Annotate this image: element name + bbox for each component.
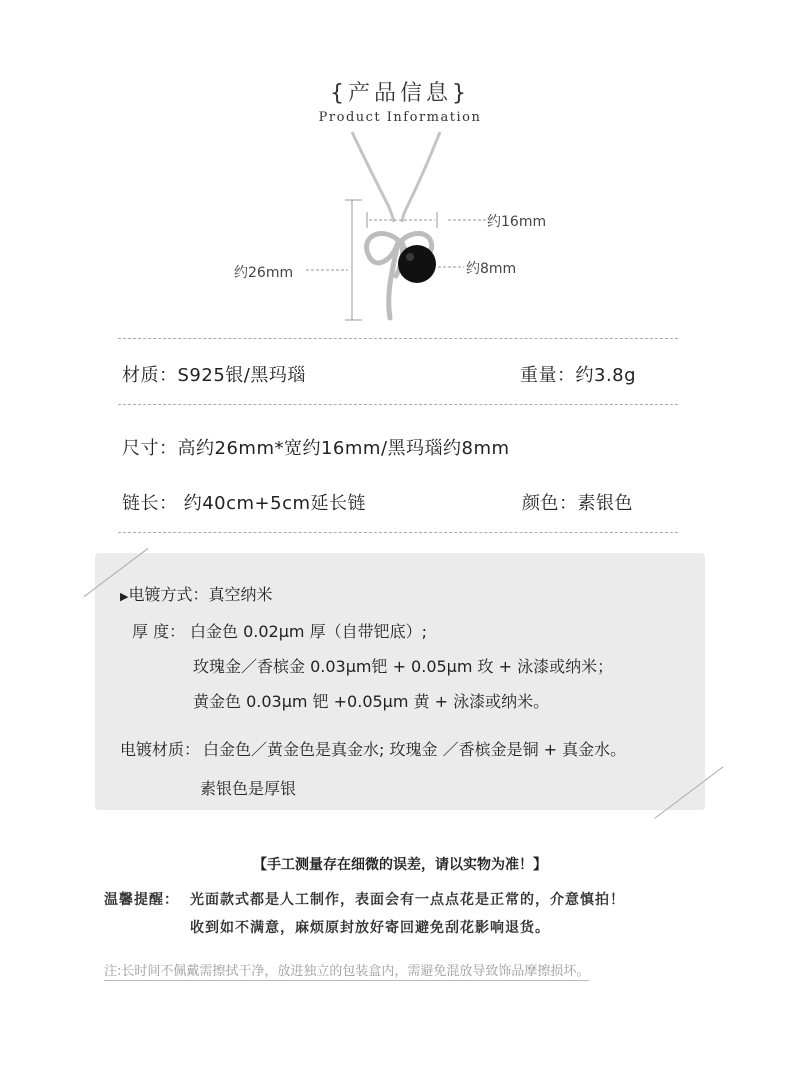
page-subtitle: Product Information (318, 110, 482, 125)
divider (118, 338, 678, 339)
spec-color: 颜色：素银色 (522, 493, 633, 514)
thickness-line-3: 黄金色 0.03μm 钯 +0.05μm 黄 + 泳漆或纳米。 (193, 692, 550, 711)
plating-material-1: 白金色／黄金色是真金水; 玫瑰金 ／香槟金是铜 + 真金水。 (203, 740, 627, 759)
height-label: 约26mm (234, 265, 294, 281)
plating-material-label: 电镀材质： (120, 740, 201, 759)
tip-line-1: 光面款式都是人工制作，表面会有一点点花是正常的，介意慎拍！ (190, 892, 625, 908)
measurement-notice: 【手工测量存在细微的误差，请以实物为准！】 (253, 857, 547, 873)
tip-label: 温馨提醒： (104, 892, 179, 908)
page-title: {产品信息} (330, 81, 470, 106)
divider (118, 404, 678, 405)
spec-size: 尺寸：高约26mm*宽约16mm/黑玛瑙约8mm (122, 438, 510, 459)
width-label: 约16mm (487, 214, 547, 230)
black-agate-bead (398, 245, 436, 283)
pendant-illustration (0, 0, 800, 340)
divider (118, 532, 678, 533)
chain-right (402, 132, 440, 222)
chain (352, 132, 394, 222)
tip-line-2: 收到如不满意，麻烦原封放好寄回避免刮花影响退货。 (190, 920, 550, 936)
thickness-label: 厚 度： (132, 622, 186, 641)
triangle-icon: ▶ (120, 590, 129, 603)
stone-label: 约8mm (466, 261, 517, 277)
thickness-line-2: 玫瑰金／香槟金 0.03μm钯 + 0.05μm 玫 + 泳漆或纳米； (193, 657, 614, 676)
spec-material: 材质：S925银/黑玛瑙 (122, 365, 306, 386)
spec-chain: 链长： 约40cm+5cm延长链 (122, 493, 367, 514)
plating-material-2: 素银色是厚银 (200, 779, 297, 798)
plating-method: ▶电镀方式：真空纳米 (120, 585, 273, 604)
spec-weight: 重量：约3.8g (520, 365, 637, 386)
care-note: 注:长时间不佩戴需擦拭干净，放进独立的包装盒内，需避免混放导致饰品摩擦损坏。 (104, 960, 589, 981)
thickness-line-1: 白金色 0.02μm 厚（自带钯底）; (190, 622, 427, 641)
